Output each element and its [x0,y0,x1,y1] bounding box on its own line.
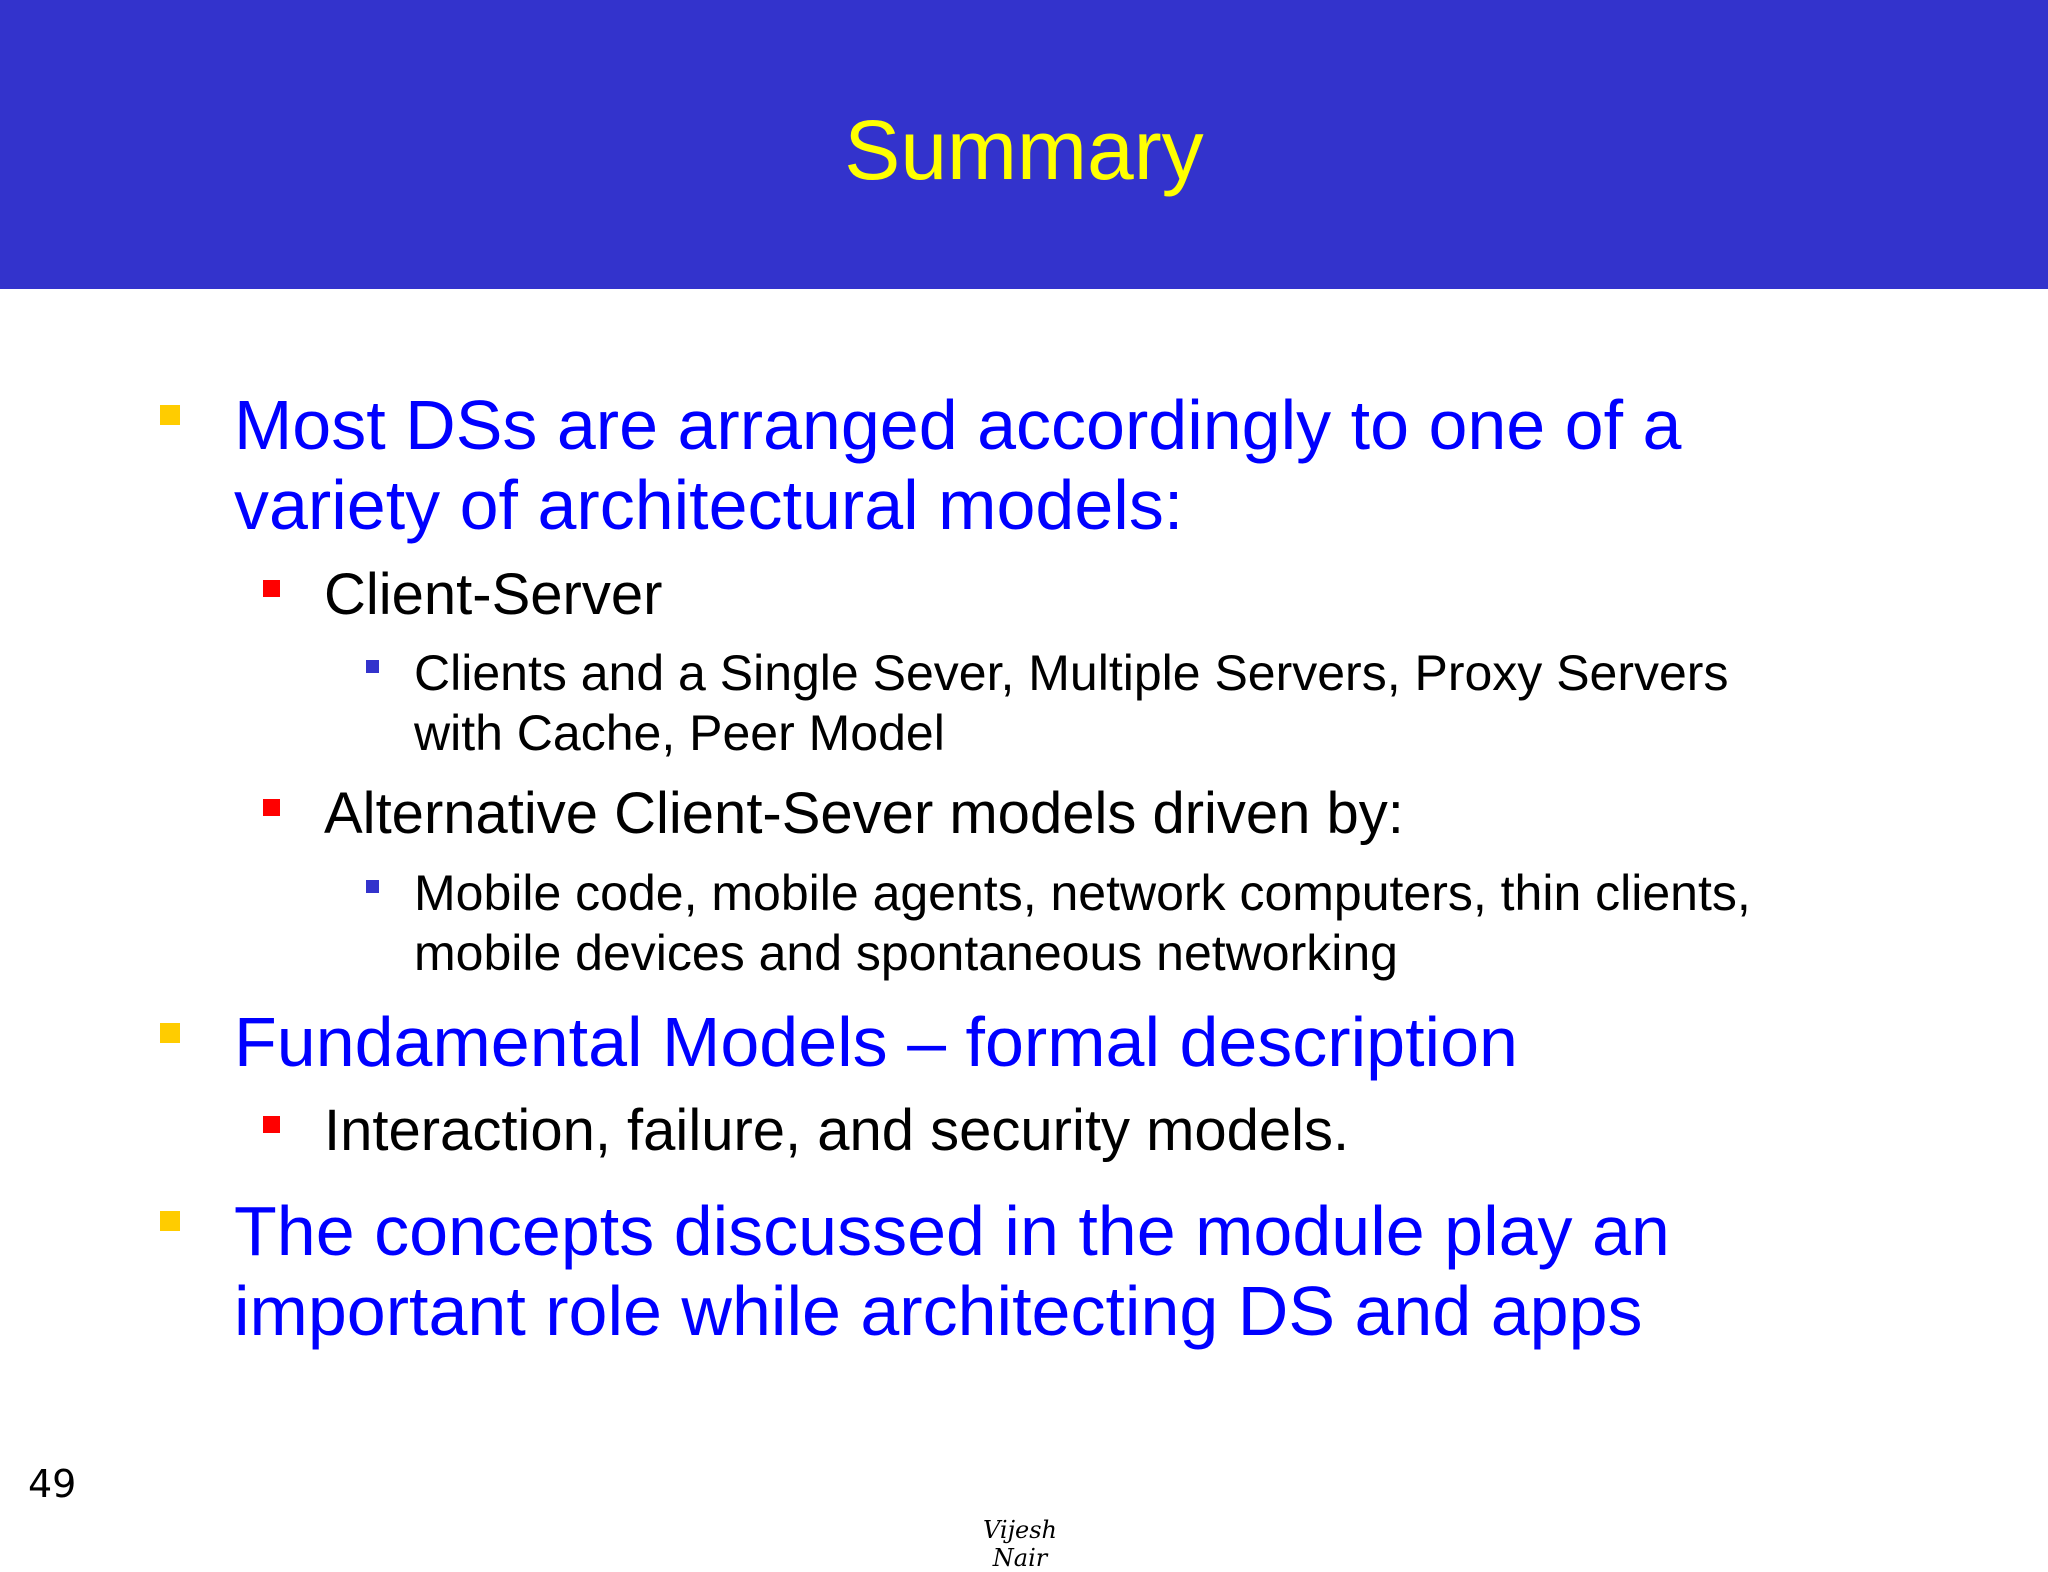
bullet-line: Clients and a Single Sever, Multiple Servers, Proxy Servers [414,645,1729,701]
level3-bullet-marker [366,660,379,673]
level1-bullet-marker [160,1211,180,1231]
page-number: 49 [28,1462,77,1506]
level2-bullet-marker [263,580,280,597]
bullet-client-server: Client-Server [324,562,663,627]
bullet-line: important role while architecting DS and apps [234,1272,1643,1350]
bullet-architectural-models [234,385,1681,545]
bullet-line: The concepts discussed in the module play an [234,1192,1670,1270]
level2-bullet-marker [263,799,280,816]
bullet-line: Most DSs are arranged accordingly to one of a [234,386,1682,464]
level2-bullet-marker [263,1116,280,1133]
bullet-fundamental-models: Fundamental Models – formal description [234,1003,1518,1081]
slide-title: Summary [844,103,1204,197]
level1-bullet-marker [160,405,180,425]
bullet-alternative-models: Alternative Client-Sever models driven by: [324,781,1404,846]
footer-author: Vijesh Nair [982,1516,1057,1572]
bullet-interaction-failure-security: Interaction, failure, and security models. [324,1098,1350,1163]
bullet-concepts-summary [234,1191,1670,1351]
bullet-line: with Cache, Peer Model [414,705,945,761]
bullet-alternative-drivers [414,863,1751,983]
bullet-line: variety of architectural models: [234,466,1184,544]
level1-bullet-marker [160,1023,180,1043]
bullet-client-server-variants [414,643,1728,763]
bullet-line: Mobile code, mobile agents, network computers, thin clients, [414,865,1751,921]
level3-bullet-marker [366,880,379,893]
bullet-line: mobile devices and spontaneous networking [414,925,1398,981]
